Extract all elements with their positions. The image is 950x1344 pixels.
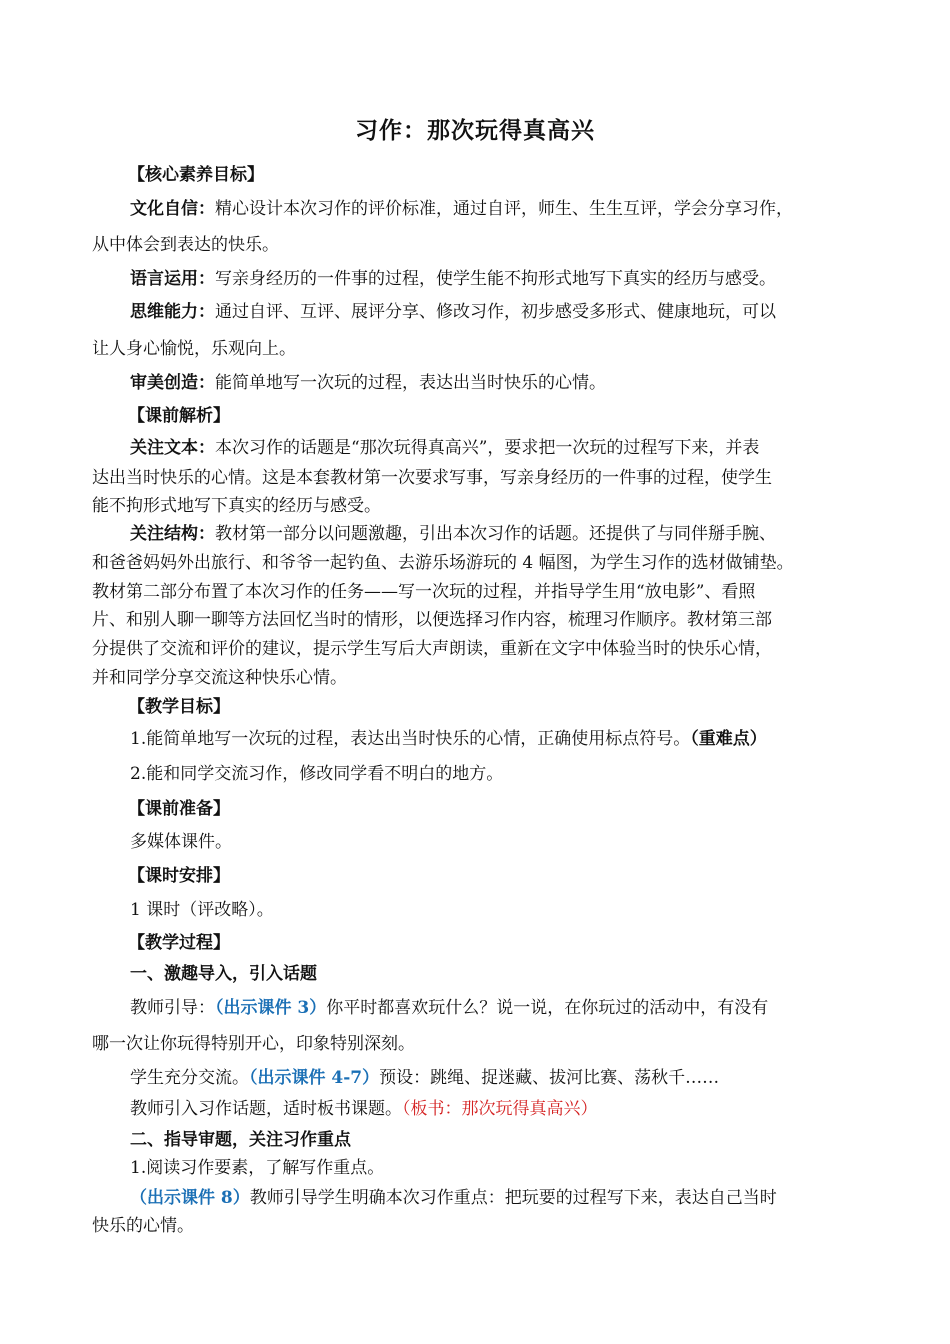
core-label-aesthetic: 审美创造： — [130, 373, 215, 393]
document-title: 习作：那次玩得真高兴 — [355, 117, 595, 144]
core-line-1b: 从中体会到表达的快乐。 — [92, 235, 279, 255]
section-core-heading: 【核心素养目标】 — [128, 165, 264, 185]
section-time-heading: 【课时安排】 — [128, 866, 230, 886]
core-line-3 — [130, 300, 776, 324]
courseware-tag-4-7: （出示课件 4-7） — [249, 1068, 380, 1088]
process-s2-line-3: 快乐的心情。 — [92, 1216, 194, 1236]
process-s1-line-1-body: 你平时都喜欢玩什么？说一说，在你玩过的活动中，有没有 — [326, 998, 769, 1018]
analysis-p1-line-3: 能不拘形式地写下真实的经历与感受。 — [92, 496, 381, 516]
section-goals-heading: 【教学目标】 — [128, 697, 230, 717]
goal-1-text: 1.能简单地写一次玩的过程，表达出当时快乐的心情，正确使用标点符号。 — [130, 729, 691, 749]
analysis-p2-line-4: 片、和别人聊一聊等方法回忆当时的情形，以便选择习作内容，梳理习作顺序。教材第三部 — [92, 610, 772, 630]
analysis-p2-text: 教材第一部分以问题激趣，引出本次习作的话题。还提供了与同伴掰手腕、 — [215, 524, 776, 544]
core-line-2 — [130, 267, 776, 291]
process-s1-line-3-lead: 学生充分交流。 — [130, 1068, 249, 1088]
analysis-p2-line-1 — [130, 522, 776, 546]
process-s2-line-2 — [130, 1186, 777, 1210]
courseware-tag-8: （出示课件 8） — [130, 1188, 250, 1208]
core-line-4 — [130, 371, 606, 395]
process-s1-line-1 — [130, 996, 768, 1020]
core-text-thinking: 通过自评、互评、展评分享、修改习作，初步感受多形式、健康地玩，可以 — [215, 302, 776, 322]
analysis-p1-line-2: 达出当时快乐的心情。这是本套教材第一次要求写事，写亲身经历的一件事的过程，使学生 — [92, 468, 772, 488]
prep-text: 多媒体课件。 — [130, 832, 232, 852]
process-s1-line-1-lead: 教师引导： — [130, 998, 215, 1018]
goal-2: 2.能和同学交流习作，修改同学看不明白的地方。 — [130, 764, 504, 784]
courseware-tag-3: （出示课件 3） — [215, 998, 327, 1018]
core-line-1 — [130, 197, 793, 221]
process-heading-2: 二、指导审题，关注习作重点 — [130, 1130, 351, 1150]
analysis-p1-text: 本次习作的话题是“那次玩得真高兴”，要求把一次玩的过程写下来，并表 — [215, 438, 760, 458]
goal-1 — [130, 727, 767, 751]
process-s2-line-2-body: 教师引导学生明确本次习作重点：把玩要的过程写下来，表达自己当时 — [249, 1188, 777, 1208]
analysis-p2-line-5: 分提供了交流和评价的建议，提示学生写后大声朗读，重新在文字中体验当时的快乐心情， — [92, 639, 772, 659]
core-label-language: 语言运用： — [130, 269, 215, 289]
section-analysis-heading: 【课前解析】 — [128, 406, 230, 426]
analysis-p2-line-3: 教材第二部分布置了本次习作的任务——写一次玩的过程，并指导学生用“放电影”、看照 — [92, 582, 756, 602]
process-s1-line-3-body: 预设：跳绳、捉迷藏、拔河比赛、荡秋千…… — [379, 1068, 720, 1088]
core-label-culture: 文化自信： — [130, 199, 215, 219]
section-prep-heading: 【课前准备】 — [128, 799, 230, 819]
core-text-aesthetic: 能简单地写一次玩的过程，表达出当时快乐的心情。 — [215, 373, 606, 393]
core-line-3b: 让人身心愉悦，乐观向上。 — [92, 339, 296, 359]
analysis-p2-line-6: 并和同学分享交流这种快乐心情。 — [92, 668, 347, 688]
analysis-label-structure: 关注结构： — [130, 524, 215, 544]
core-label-thinking: 思维能力： — [130, 302, 215, 322]
process-heading-1: 一、激趣导入，引入话题 — [130, 964, 317, 984]
time-text: 1 课时（评改略）。 — [130, 900, 274, 920]
goal-1-tag: （重难点） — [690, 729, 767, 749]
analysis-label-text: 关注文本： — [130, 438, 215, 458]
core-text-culture: 精心设计本次习作的评价标准，通过自评，师生、生生互评，学会分享习作， — [215, 199, 793, 219]
analysis-p2-line-2: 和爸爸妈妈外出旅行、和爷爷一起钓鱼、去游乐场游玩的 4 幅图，为学生习作的选材做铺垫。 — [92, 553, 794, 573]
analysis-p1-line-1 — [130, 436, 759, 460]
process-s1-line-3 — [130, 1066, 719, 1090]
board-writing: （板书：那次玩得真高兴） — [402, 1099, 598, 1119]
core-text-language: 写亲身经历的一件事的过程，使学生能不拘形式地写下真实的经历与感受。 — [215, 269, 776, 289]
section-process-heading: 【教学过程】 — [128, 933, 230, 953]
process-s2-line-1: 1.阅读习作要素，了解写作重点。 — [130, 1158, 385, 1178]
process-s1-line-4 — [130, 1097, 598, 1121]
process-s1-line-2: 哪一次让你玩得特别开心，印象特别深刻。 — [92, 1034, 415, 1054]
process-s1-line-4-lead: 教师引入习作话题，适时板书课题。 — [130, 1099, 402, 1119]
